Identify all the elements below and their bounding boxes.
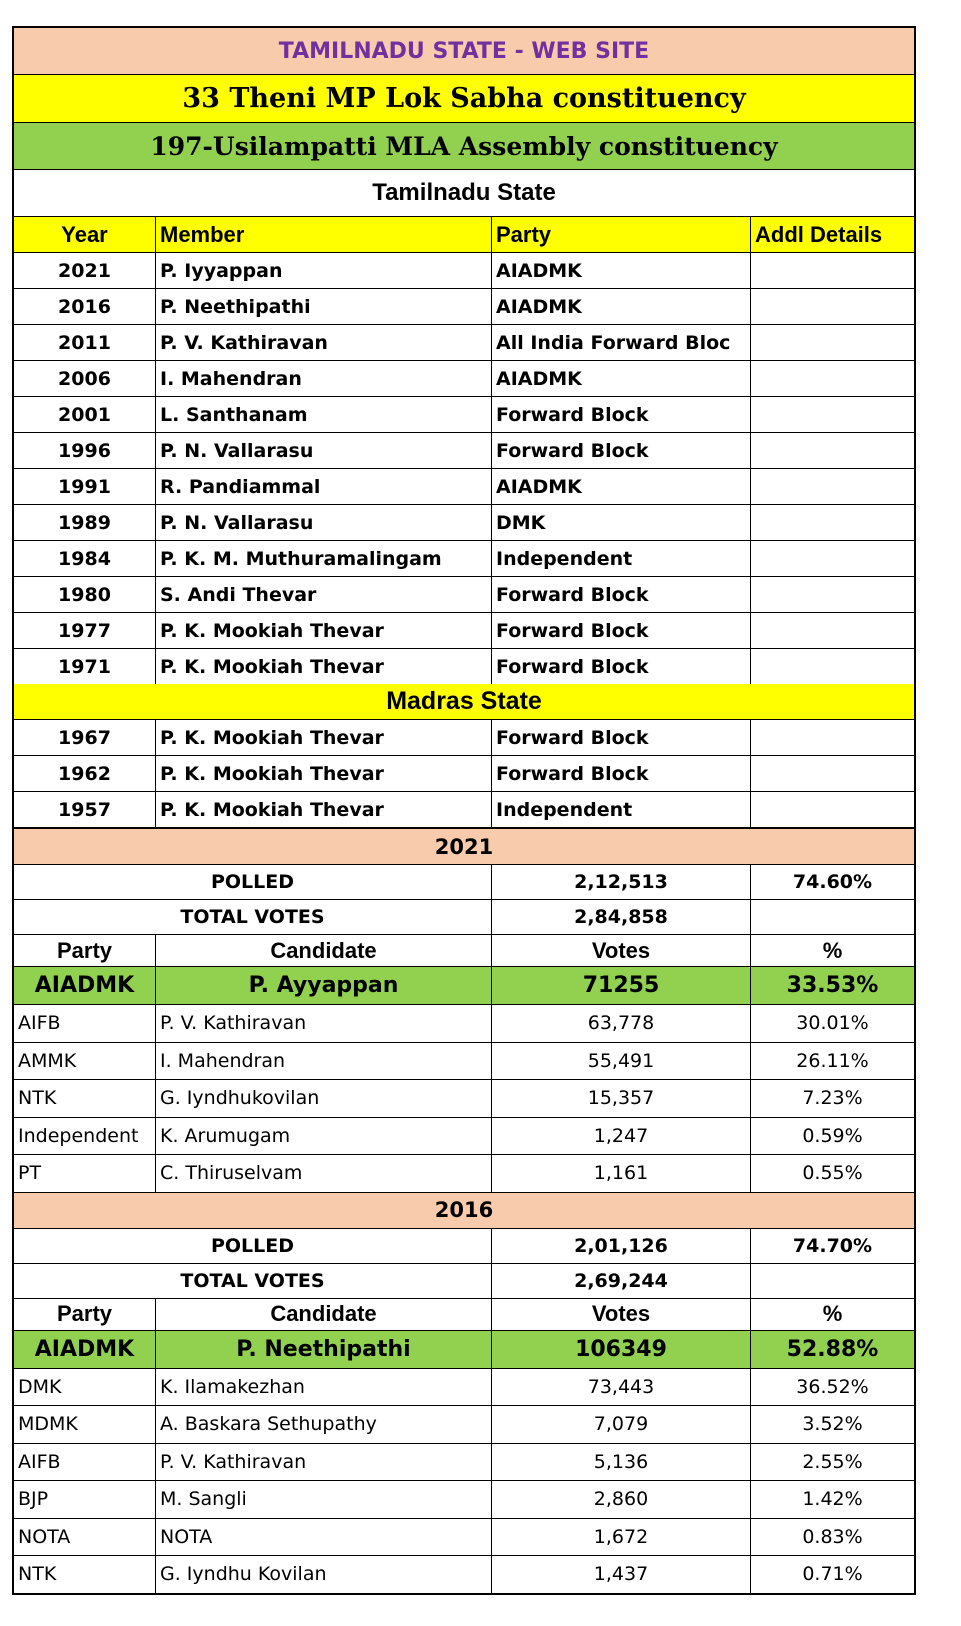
candidate-row xyxy=(14,1481,914,1519)
total-votes-blank xyxy=(751,1264,914,1298)
winner-percent: 33.53% xyxy=(786,973,879,998)
candidate-name: G. Iyndhu Kovilan xyxy=(156,1556,492,1593)
member-name: P. N. Vallarasu xyxy=(156,505,492,540)
election-year: 2021 xyxy=(434,834,494,859)
winner-candidate: P. Neethipathi xyxy=(156,1331,492,1368)
column-header-party: Party xyxy=(14,935,156,966)
member-party: Forward Block xyxy=(492,720,751,755)
candidate-votes: 7,079 xyxy=(492,1406,751,1443)
candidate-name: I. Mahendran xyxy=(156,1043,492,1080)
winner-percent: 52.88% xyxy=(786,1336,879,1362)
member-addl-details xyxy=(751,361,914,396)
member-party: Independent xyxy=(492,541,751,576)
member-party: DMK xyxy=(492,505,751,540)
total-votes-row xyxy=(14,1264,914,1299)
member-year: 1962 xyxy=(14,756,156,791)
member-name: P. Iyyappan xyxy=(156,253,492,288)
member-row xyxy=(14,792,914,827)
column-header-member: Member xyxy=(156,217,492,252)
candidate-row xyxy=(14,1556,914,1593)
member-party: AIADMK xyxy=(492,253,751,288)
candidate-votes: 2,860 xyxy=(492,1481,751,1518)
column-header-party: Party xyxy=(14,1299,156,1330)
candidate-percent: 30.01% xyxy=(796,1012,869,1035)
lok-sabha-title: 33 Theni MP Lok Sabha constituency xyxy=(14,75,914,122)
member-addl-details xyxy=(751,289,914,324)
candidate-percent: 26.11% xyxy=(796,1049,869,1072)
member-year: 1996 xyxy=(14,433,156,468)
candidate-votes: 1,672 xyxy=(492,1519,751,1556)
member-name: P. Neethipathi xyxy=(156,289,492,324)
state-label: Tamilnadu State xyxy=(372,179,556,206)
member-row xyxy=(14,289,914,325)
column-header-percent: % xyxy=(822,1301,843,1326)
candidate-party: NTK xyxy=(14,1556,156,1593)
polled-row xyxy=(14,865,914,900)
candidate-name: K. Ilamakezhan xyxy=(156,1369,492,1406)
polled-label: POLLED xyxy=(14,865,492,899)
member-addl-details xyxy=(751,253,914,288)
candidate-party: DMK xyxy=(14,1369,156,1406)
member-name: P. K. Mookiah Thevar xyxy=(156,792,492,827)
member-party: Forward Block xyxy=(492,433,751,468)
member-addl-details xyxy=(751,397,914,432)
candidate-row xyxy=(14,1155,914,1193)
candidate-percent: 3.52% xyxy=(802,1413,863,1436)
member-party: AIADMK xyxy=(492,361,751,396)
candidate-name: K. Arumugam xyxy=(156,1118,492,1155)
election-year: 2016 xyxy=(434,1198,494,1222)
member-addl-details xyxy=(751,756,914,791)
banner-row xyxy=(14,28,914,75)
member-party: AIADMK xyxy=(492,289,751,324)
member-year: 2006 xyxy=(14,361,156,396)
candidate-name: P. V. Kathiravan xyxy=(156,1005,492,1042)
candidate-percent: 36.52% xyxy=(796,1375,869,1398)
winner-row xyxy=(14,967,914,1005)
column-header-candidate: Candidate xyxy=(156,1299,492,1330)
member-year: 1989 xyxy=(14,505,156,540)
total-votes-row xyxy=(14,900,914,935)
member-year: 1984 xyxy=(14,541,156,576)
member-addl-details xyxy=(751,792,914,827)
candidate-row xyxy=(14,1080,914,1118)
member-addl-details xyxy=(751,433,914,468)
member-row xyxy=(14,469,914,505)
candidate-votes: 73,443 xyxy=(492,1369,751,1406)
member-year: 1991 xyxy=(14,469,156,504)
candidate-party: NTK xyxy=(14,1080,156,1117)
member-party: Independent xyxy=(492,792,751,827)
candidate-votes: 63,778 xyxy=(492,1005,751,1042)
member-name: P. N. Vallarasu xyxy=(156,433,492,468)
candidate-percent: 7.23% xyxy=(802,1087,863,1110)
member-year: 1971 xyxy=(14,649,156,684)
candidate-party: NOTA xyxy=(14,1519,156,1556)
total-votes-label: TOTAL VOTES xyxy=(14,900,492,934)
election-results xyxy=(14,827,914,1593)
member-row xyxy=(14,577,914,613)
member-row xyxy=(14,649,914,684)
candidate-name: A. Baskara Sethupathy xyxy=(156,1406,492,1443)
candidate-party: AMMK xyxy=(14,1043,156,1080)
candidate-votes: 15,357 xyxy=(492,1080,751,1117)
member-row xyxy=(14,433,914,469)
member-row xyxy=(14,397,914,433)
candidate-percent: 2.55% xyxy=(802,1450,863,1473)
candidate-row xyxy=(14,1444,914,1482)
constituency-sheet xyxy=(12,26,916,1595)
total-votes-value: 2,84,858 xyxy=(492,900,751,934)
candidate-row xyxy=(14,1406,914,1444)
madras-members-list xyxy=(14,720,914,827)
polled-row xyxy=(14,1229,914,1264)
total-votes-blank xyxy=(751,900,914,934)
candidate-party: MDMK xyxy=(14,1406,156,1443)
member-row xyxy=(14,720,914,756)
candidate-votes: 1,437 xyxy=(492,1556,751,1593)
winner-row xyxy=(14,1331,914,1369)
candidate-header-row xyxy=(14,935,914,967)
member-row xyxy=(14,756,914,792)
member-name: S. Andi Thevar xyxy=(156,577,492,612)
candidate-votes: 5,136 xyxy=(492,1444,751,1481)
member-party: All India Forward Bloc xyxy=(492,325,751,360)
member-name: P. K. Mookiah Thevar xyxy=(156,756,492,791)
candidate-name: G. Iyndhukovilan xyxy=(156,1080,492,1117)
member-addl-details xyxy=(751,325,914,360)
polled-label: POLLED xyxy=(14,1229,492,1263)
member-row xyxy=(14,541,914,577)
candidate-row xyxy=(14,1369,914,1407)
member-party: Forward Block xyxy=(492,613,751,648)
madras-state-row xyxy=(14,684,914,720)
candidate-party: BJP xyxy=(14,1481,156,1518)
member-addl-details xyxy=(751,649,914,684)
candidate-percent: 1.42% xyxy=(802,1488,863,1511)
candidate-row xyxy=(14,1519,914,1557)
member-name: P. K. Mookiah Thevar xyxy=(156,720,492,755)
member-party: Forward Block xyxy=(492,397,751,432)
candidate-row xyxy=(14,1118,914,1156)
member-party: Forward Block xyxy=(492,756,751,791)
member-row xyxy=(14,253,914,289)
winner-party: AIADMK xyxy=(14,1331,156,1368)
column-header-party: Party xyxy=(492,217,751,252)
member-name: I. Mahendran xyxy=(156,361,492,396)
madras-state-label: Madras State xyxy=(14,684,914,719)
assembly-title: 197-Usilampatti MLA Assembly constituency xyxy=(14,123,914,169)
winner-candidate: P. Ayyappan xyxy=(156,967,492,1004)
member-row xyxy=(14,505,914,541)
state-row xyxy=(14,170,914,217)
member-addl-details xyxy=(751,469,914,504)
winner-votes: 106349 xyxy=(492,1331,751,1368)
candidate-percent: 0.71% xyxy=(802,1563,863,1586)
member-year: 1980 xyxy=(14,577,156,612)
total-votes-value: 2,69,244 xyxy=(492,1264,751,1298)
member-year: 2021 xyxy=(14,253,156,288)
member-row xyxy=(14,361,914,397)
column-header-year: Year xyxy=(14,217,156,252)
member-year: 2016 xyxy=(14,289,156,324)
candidate-votes: 55,491 xyxy=(492,1043,751,1080)
member-year: 1977 xyxy=(14,613,156,648)
member-year: 2001 xyxy=(14,397,156,432)
candidate-party: Independent xyxy=(14,1118,156,1155)
column-header-votes: Votes xyxy=(492,935,751,966)
member-party: Forward Block xyxy=(492,577,751,612)
member-year: 2011 xyxy=(14,325,156,360)
member-addl-details xyxy=(751,577,914,612)
candidate-name: P. V. Kathiravan xyxy=(156,1444,492,1481)
member-name: P. K. Mookiah Thevar xyxy=(156,613,492,648)
polled-percent: 74.70% xyxy=(792,1234,873,1257)
member-row xyxy=(14,325,914,361)
candidate-header-row xyxy=(14,1299,914,1331)
lok-sabha-row xyxy=(14,75,914,123)
candidate-party: AIFB xyxy=(14,1444,156,1481)
site-banner: TAMILNADU STATE - WEB SITE xyxy=(14,28,914,74)
candidate-votes: 1,161 xyxy=(492,1155,751,1192)
candidate-row xyxy=(14,1043,914,1081)
member-party: AIADMK xyxy=(492,469,751,504)
candidate-name: M. Sangli xyxy=(156,1481,492,1518)
candidate-name: C. Thiruselvam xyxy=(156,1155,492,1192)
candidate-percent: 0.59% xyxy=(802,1124,863,1147)
member-year: 1957 xyxy=(14,792,156,827)
candidate-name: NOTA xyxy=(156,1519,492,1556)
candidate-votes: 1,247 xyxy=(492,1118,751,1155)
candidate-percent: 0.55% xyxy=(802,1162,863,1185)
member-addl-details xyxy=(751,613,914,648)
member-party: Forward Block xyxy=(492,649,751,684)
member-row xyxy=(14,613,914,649)
column-header-votes: Votes xyxy=(492,1299,751,1330)
member-year: 1967 xyxy=(14,720,156,755)
winner-votes: 71255 xyxy=(492,967,751,1004)
tamilnadu-members-list xyxy=(14,253,914,684)
polled-votes: 2,01,126 xyxy=(492,1229,751,1263)
column-header-addl-details: Addl Details xyxy=(755,221,883,247)
candidate-party: AIFB xyxy=(14,1005,156,1042)
member-name: P. K. Mookiah Thevar xyxy=(156,649,492,684)
member-name: R. Pandiammal xyxy=(156,469,492,504)
column-header-candidate: Candidate xyxy=(156,935,492,966)
member-name: L. Santhanam xyxy=(156,397,492,432)
member-addl-details xyxy=(751,505,914,540)
candidate-percent: 0.83% xyxy=(802,1525,863,1548)
members-header-row xyxy=(14,217,914,253)
member-addl-details xyxy=(751,541,914,576)
winner-party: AIADMK xyxy=(14,967,156,1004)
assembly-row xyxy=(14,123,914,170)
election-year-row xyxy=(14,1193,914,1229)
member-name: P. K. M. Muthuramalingam xyxy=(156,541,492,576)
total-votes-label: TOTAL VOTES xyxy=(14,1264,492,1298)
candidate-row xyxy=(14,1005,914,1043)
member-addl-details xyxy=(751,720,914,755)
polled-votes: 2,12,513 xyxy=(492,865,751,899)
election-year-row xyxy=(14,827,914,865)
candidate-party: PT xyxy=(14,1155,156,1192)
member-name: P. V. Kathiravan xyxy=(156,325,492,360)
polled-percent: 74.60% xyxy=(792,871,873,893)
column-header-percent: % xyxy=(822,937,843,963)
